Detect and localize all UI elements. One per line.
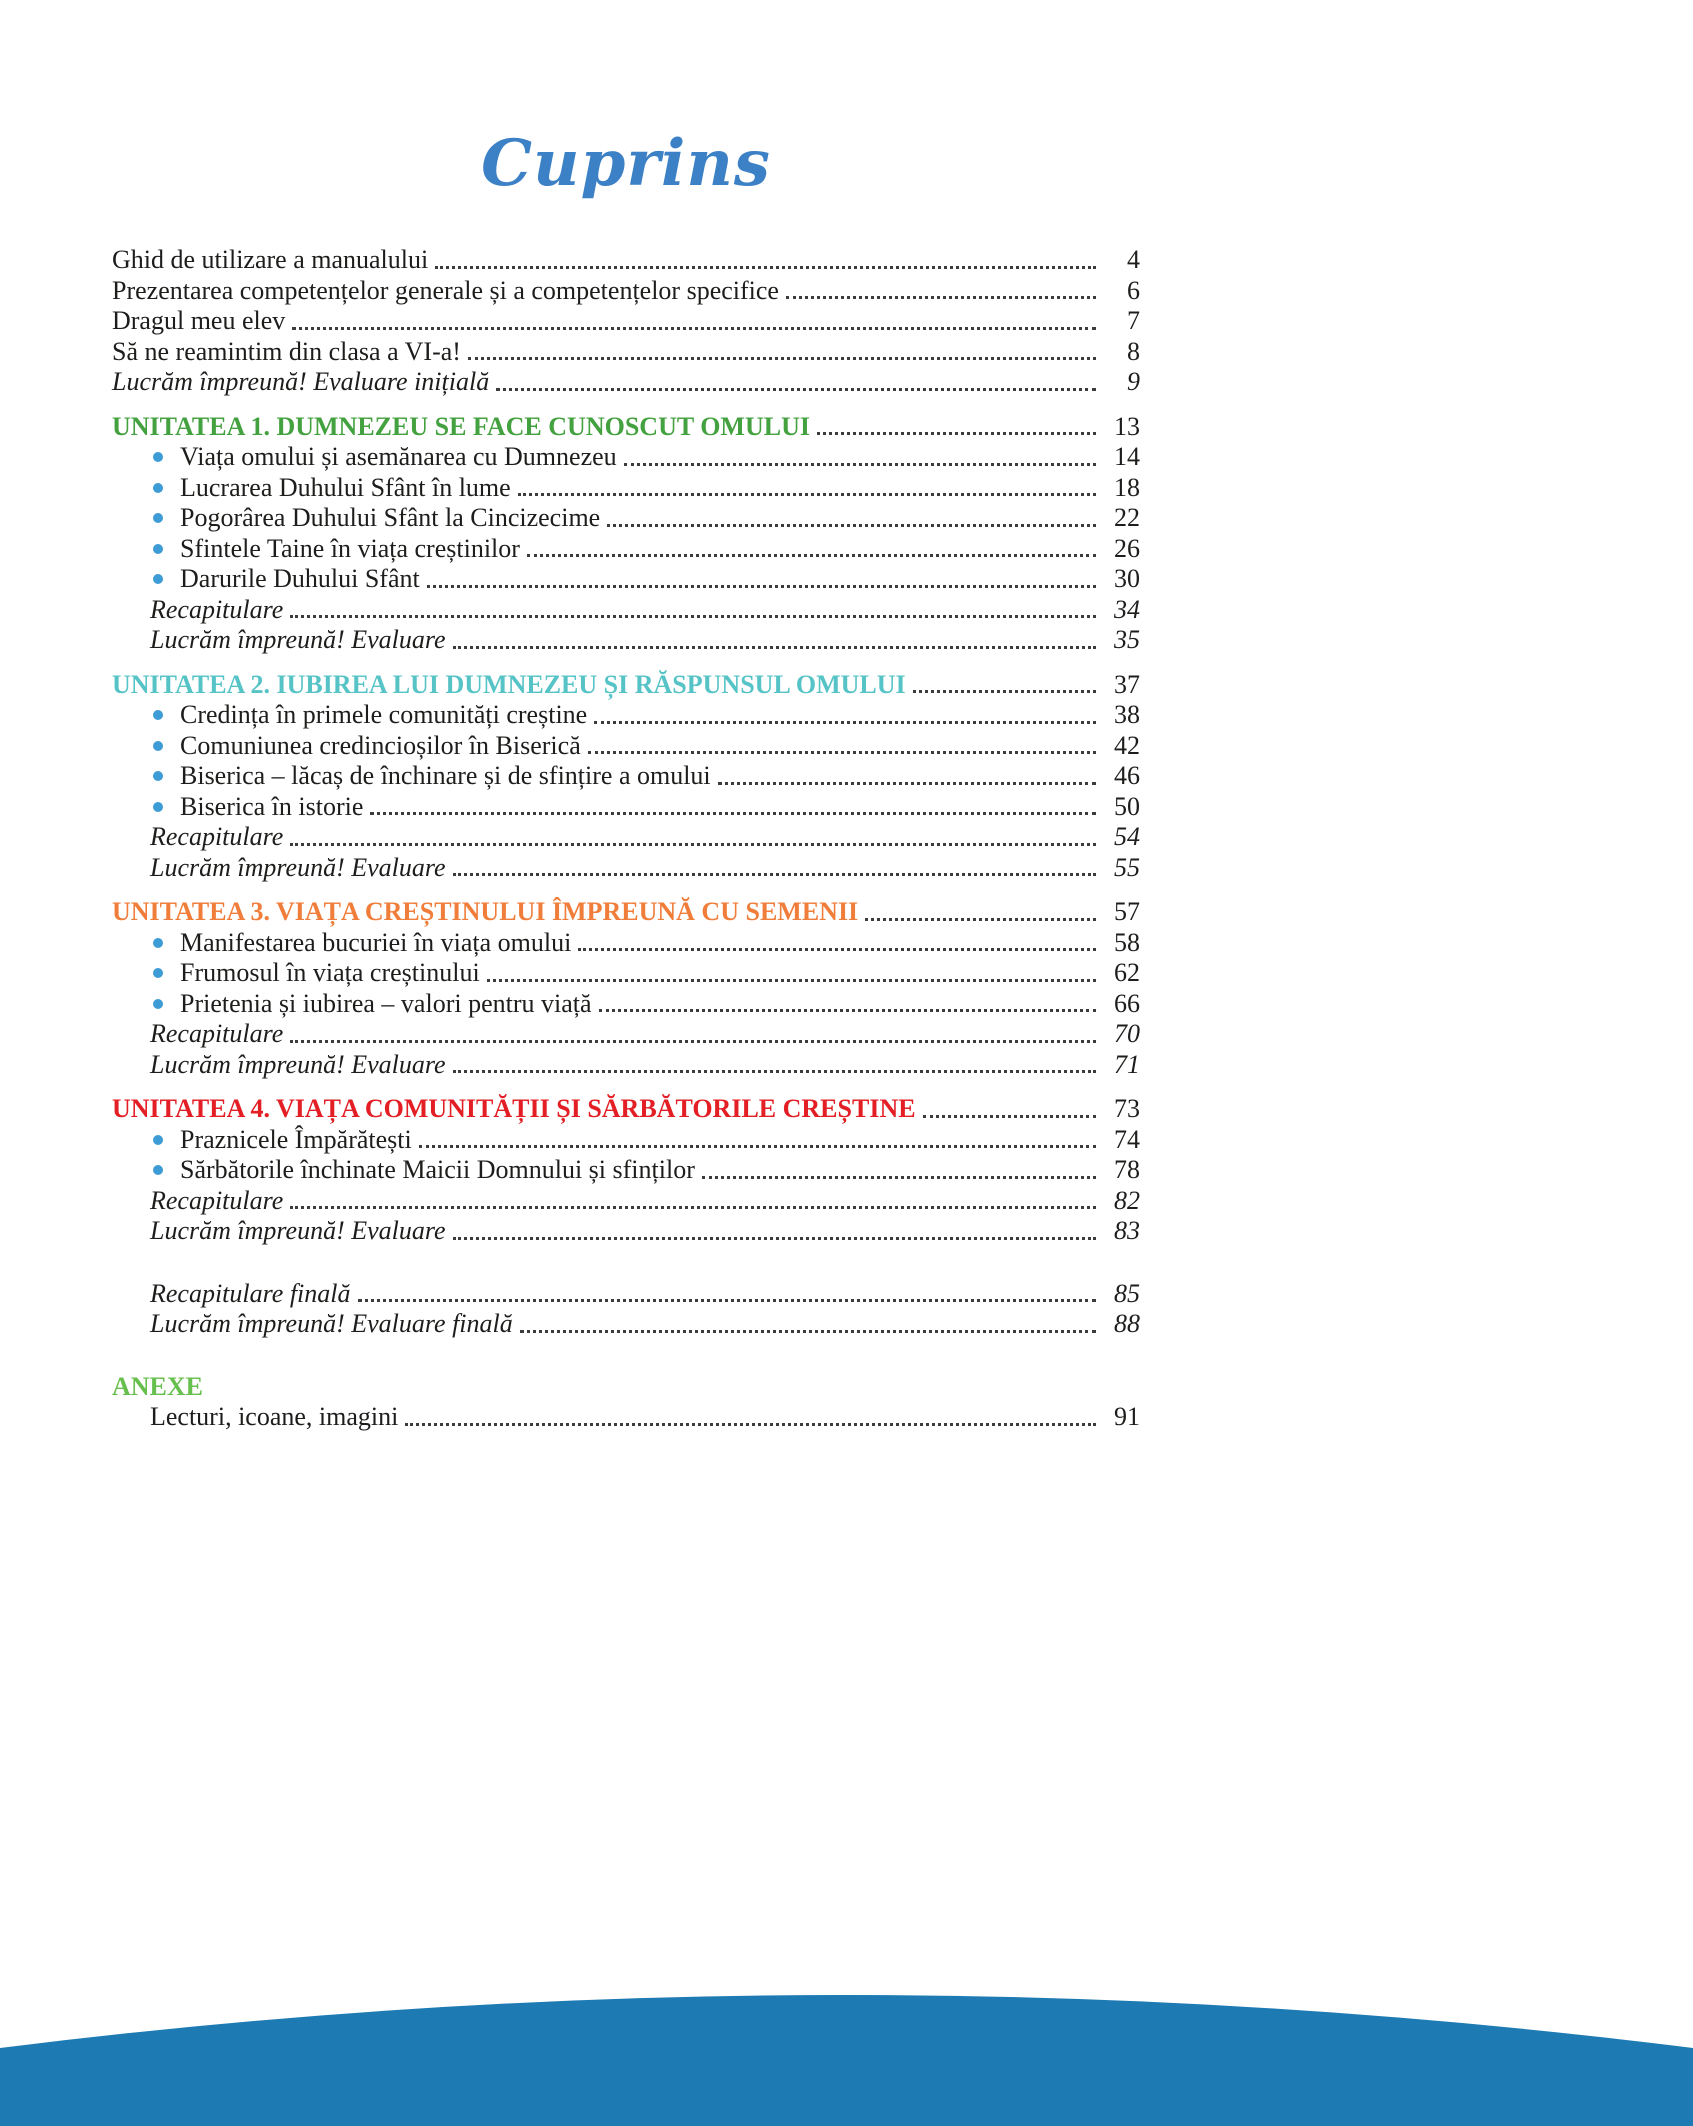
bullet-icon (153, 544, 163, 554)
toc-entry (112, 822, 1140, 853)
page-number: 34 (1114, 594, 1140, 624)
leader-dots (527, 554, 1096, 557)
unit-4-section (112, 1094, 1140, 1247)
page-title: Cuprins (481, 126, 771, 201)
entry-label: Praznicele Împărătești (180, 1124, 412, 1154)
leader-dots (427, 585, 1096, 588)
page-number: 88 (1114, 1309, 1140, 1338)
toc-entry (112, 1125, 1140, 1156)
unit-heading (112, 897, 1140, 928)
entry-label: Recapitulare (150, 594, 284, 624)
page-number: 85 (1114, 1278, 1140, 1308)
page-number: 30 (1114, 564, 1140, 593)
entry-label: Recapitulare (150, 822, 284, 851)
entry-label: Viața omului și asemănarea cu Dumnezeu (180, 442, 617, 471)
toc-entry (112, 928, 1140, 959)
leader-dots (453, 646, 1096, 649)
entry-label: Recapitulare (150, 1185, 284, 1215)
bullet-icon (153, 574, 163, 584)
page-number: 83 (1114, 1216, 1140, 1245)
bullet-icon (153, 802, 163, 812)
entry-label: Lucrarea Duhului Sfânt în lume (180, 472, 511, 502)
entry-label: Manifestarea bucuriei în viața omului (180, 927, 572, 957)
toc-entry (112, 625, 1140, 656)
toc-entry (112, 1186, 1140, 1217)
annex-heading (112, 1372, 1140, 1403)
toc-entry (112, 1019, 1140, 1050)
toc-content (112, 126, 1140, 1433)
toc-entry (112, 761, 1140, 792)
toc-entry (112, 337, 1140, 368)
page-number: 22 (1114, 503, 1140, 532)
page-number: 50 (1114, 791, 1140, 821)
unit-heading-label: UNITATEA 3. VIAȚA CREȘTINULUI ÎMPREUNĂ CU SEMENII (112, 897, 859, 926)
entry-label: Lucrăm împreună! Evaluare (150, 625, 446, 654)
page-number: 71 (1114, 1049, 1140, 1079)
entry-label: Sărbătorile închinate Maicii Domnului și sfinților (180, 1155, 695, 1184)
leader-dots (599, 1009, 1096, 1012)
bullet-icon (153, 1135, 163, 1145)
toc-entry (112, 595, 1140, 626)
bottom-wave (0, 1956, 1693, 2126)
entry-label: Lucrăm împreună! Evaluare inițială (112, 367, 490, 396)
bullet-icon (153, 938, 163, 948)
unit-heading-label: UNITATEA 2. IUBIREA LUI DUMNEZEU ȘI RĂSPUNSUL OMULUI (112, 669, 906, 699)
entry-label: Biserica – lăcaș de închinare și de sfințire a omului (180, 761, 711, 790)
leader-dots (578, 948, 1096, 951)
entry-label: Prietenia și iubirea – valori pentru viață (180, 988, 592, 1018)
page-number: 55 (1114, 852, 1140, 882)
leader-dots (290, 1206, 1096, 1209)
toc-entry (112, 564, 1140, 595)
leader-dots (453, 873, 1096, 876)
toc-entry (112, 1155, 1140, 1186)
page-number: 46 (1114, 761, 1140, 790)
page-number: 26 (1114, 533, 1140, 563)
unit-heading (112, 1094, 1140, 1125)
toc-entry (112, 853, 1140, 884)
page-number: 54 (1114, 822, 1140, 851)
toc-entry (112, 1216, 1140, 1247)
entry-label: Frumosul în viața creștinului (180, 958, 480, 987)
leader-dots (405, 1423, 1096, 1426)
toc-entry (112, 367, 1140, 398)
leader-dots (594, 721, 1096, 724)
annex-heading-label: ANEXE (112, 1371, 204, 1401)
toc-entry (112, 276, 1140, 307)
entry-label: Pogorârea Duhului Sfânt la Cincizecime (180, 503, 601, 532)
page-number: 9 (1127, 367, 1140, 396)
bullet-icon (153, 483, 163, 493)
leader-dots (518, 493, 1096, 496)
unit-3-section (112, 897, 1140, 1080)
entry-label: Credința în primele comunități creștine (180, 700, 588, 729)
page-number: 8 (1127, 336, 1140, 366)
bullet-icon (153, 968, 163, 978)
leader-dots (358, 1299, 1097, 1302)
leader-dots (865, 918, 1096, 921)
entry-label: Lecturi, icoane, imagini (150, 1402, 399, 1431)
leader-dots (290, 615, 1096, 618)
entry-label: Sfintele Taine în viața creștinilor (180, 533, 520, 563)
unit-1-section (112, 412, 1140, 656)
leader-dots (588, 751, 1096, 754)
page-number: 57 (1114, 897, 1140, 926)
toc-entry (112, 792, 1140, 823)
leader-dots (913, 690, 1096, 693)
page-number: 18 (1114, 472, 1140, 502)
toc-entry (112, 1050, 1140, 1081)
unit-heading-label: UNITATEA 4. VIAȚA COMUNITĂȚII ȘI SĂRBĂTORILE CREȘTINE (112, 1094, 916, 1123)
toc-entry (112, 503, 1140, 534)
entry-label: Prezentarea competențelor generale și a competențelor specifice (112, 275, 779, 305)
bullet-icon (153, 452, 163, 462)
leader-dots (607, 524, 1096, 527)
leader-dots (496, 388, 1096, 391)
entry-label: Biserica în istorie (180, 791, 364, 821)
leader-dots (453, 1070, 1096, 1073)
entry-label: Recapitulare (150, 1019, 284, 1048)
entry-label: Darurile Duhului Sfânt (180, 564, 420, 593)
leader-dots (292, 327, 1096, 330)
entry-label: Să ne reamintim din clasa a VI-a! (112, 336, 461, 366)
leader-dots (520, 1330, 1096, 1333)
leader-dots (702, 1176, 1096, 1179)
leader-dots (290, 843, 1096, 846)
leader-dots (453, 1237, 1096, 1240)
bullet-icon (153, 999, 163, 1009)
toc-entry (112, 442, 1140, 473)
page-number: 7 (1127, 306, 1140, 335)
entry-label: Lucrăm împreună! Evaluare (150, 1049, 446, 1079)
page-number: 78 (1114, 1155, 1140, 1184)
unit-heading-label: UNITATEA 1. DUMNEZEU SE FACE CUNOSCUT OMULUI (112, 411, 810, 441)
page-number: 42 (1114, 730, 1140, 760)
page-number: 74 (1114, 1124, 1140, 1154)
page-number: 58 (1114, 927, 1140, 957)
bullet-icon (153, 710, 163, 720)
toc-entry (112, 1279, 1140, 1310)
page-number: 38 (1114, 700, 1140, 729)
bullet-icon (153, 771, 163, 781)
front-matter-section (112, 245, 1140, 398)
page-number: 66 (1114, 988, 1140, 1018)
entry-label: Dragul meu elev (112, 306, 286, 335)
leader-dots (786, 296, 1096, 299)
toc-entry (112, 700, 1140, 731)
toc-entry (112, 958, 1140, 989)
page-number: 91 (1114, 1402, 1140, 1431)
page-number: 70 (1114, 1019, 1140, 1048)
page-number: 13 (1114, 411, 1140, 441)
unit-heading (112, 412, 1140, 443)
page-number: 37 (1114, 669, 1140, 699)
bullet-icon (153, 513, 163, 523)
toc-entry (112, 1309, 1140, 1340)
entry-label: Lucrăm împreună! Evaluare (150, 852, 446, 882)
page-number: 4 (1127, 245, 1140, 274)
entry-label: Lucrăm împreună! Evaluare (150, 1216, 446, 1245)
page-number: 6 (1127, 275, 1140, 305)
leader-dots (419, 1145, 1096, 1148)
annex-section (112, 1372, 1140, 1433)
entry-label: Recapitulare finală (150, 1278, 351, 1308)
leader-dots (370, 812, 1096, 815)
leader-dots (817, 432, 1096, 435)
leader-dots (487, 979, 1096, 982)
toc-entry (112, 1402, 1140, 1433)
leader-dots (468, 357, 1096, 360)
leader-dots (624, 463, 1096, 466)
page-number: 35 (1114, 625, 1140, 654)
end-matter-section (112, 1279, 1140, 1340)
bullet-icon (153, 1165, 163, 1175)
entry-label: Ghid de utilizare a manualului (112, 245, 429, 274)
toc-entry (112, 534, 1140, 565)
toc-entry (112, 473, 1140, 504)
toc-entry (112, 731, 1140, 762)
page-number: 73 (1114, 1094, 1140, 1123)
unit-2-section (112, 670, 1140, 884)
leader-dots (435, 266, 1096, 269)
entry-label: Lucrăm împreună! Evaluare finală (150, 1309, 513, 1338)
leader-dots (290, 1040, 1096, 1043)
leader-dots (923, 1115, 1096, 1118)
leader-dots (718, 782, 1096, 785)
page-number: 82 (1114, 1185, 1140, 1215)
bullet-icon (153, 741, 163, 751)
entry-label: Comuniunea credincioșilor în Biserică (180, 730, 581, 760)
page-number: 62 (1114, 958, 1140, 987)
toc-entry (112, 245, 1140, 276)
toc-entry (112, 989, 1140, 1020)
toc-entry (112, 306, 1140, 337)
unit-heading (112, 670, 1140, 701)
page-number: 14 (1114, 442, 1140, 471)
